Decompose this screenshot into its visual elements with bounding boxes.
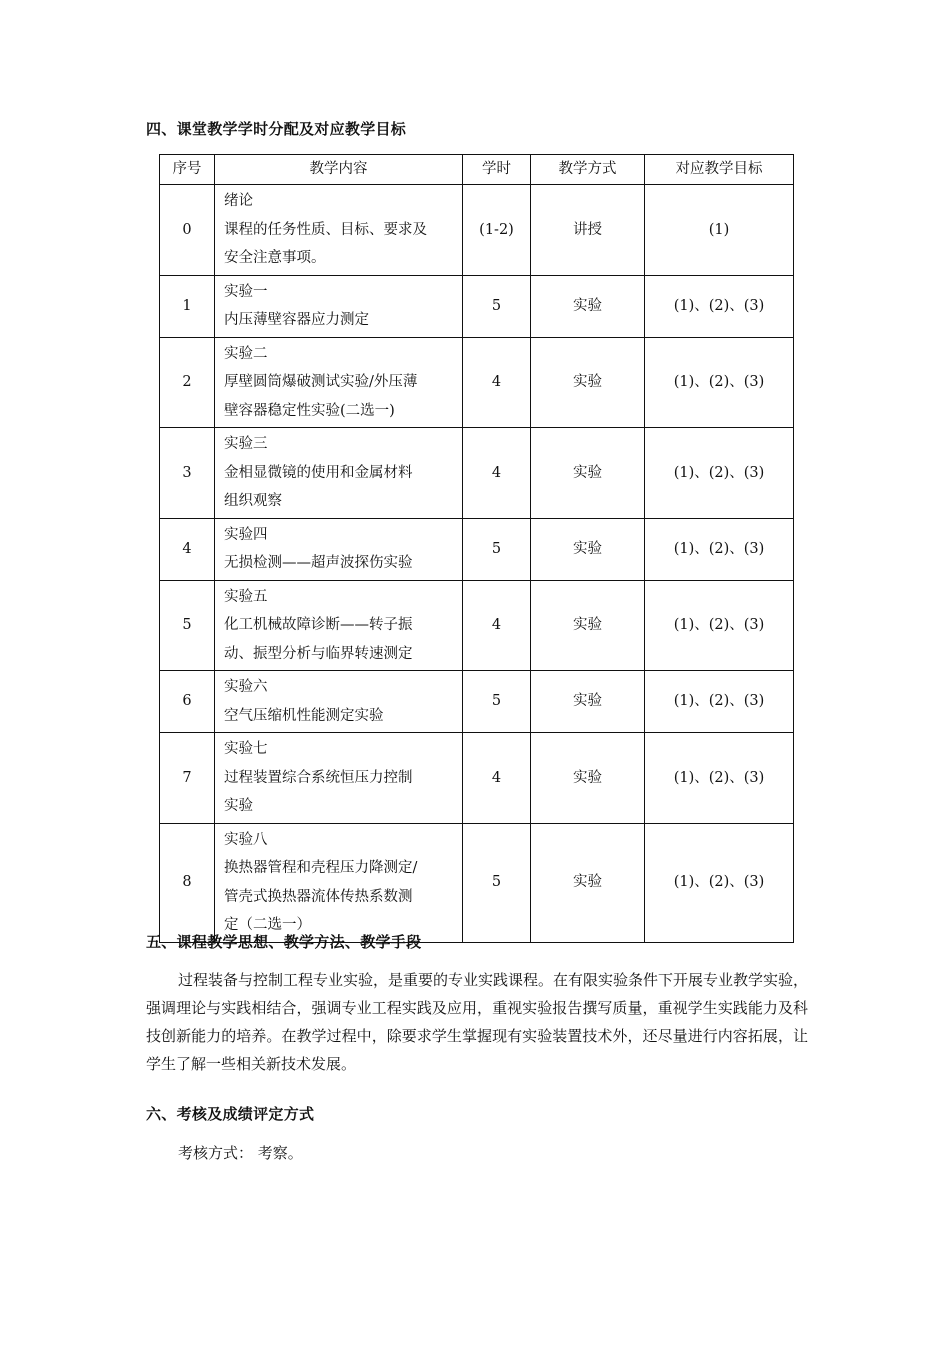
content-line: 实验七	[224, 741, 268, 757]
content-line: 绪论	[224, 193, 253, 209]
row-goals: (1)、(2)、(3)	[645, 275, 794, 337]
row-content	[215, 671, 463, 733]
row-hours: 5	[463, 671, 531, 733]
row-content	[215, 580, 463, 671]
row-hours: 4	[463, 580, 531, 671]
row-goals: (1)、(2)、(3)	[645, 580, 794, 671]
row-method: 实验	[531, 518, 645, 580]
row-content	[215, 823, 463, 942]
row-method: 讲授	[531, 185, 645, 276]
row-content	[215, 518, 463, 580]
row-goals: (1)、(2)、(3)	[645, 823, 794, 942]
table-row	[160, 185, 794, 276]
content-line: 内压薄壁容器应力测定	[224, 312, 369, 328]
row-content	[215, 337, 463, 428]
row-method: 实验	[531, 275, 645, 337]
table-row	[160, 580, 794, 671]
row-hours: 4	[463, 428, 531, 519]
content-line: 实验	[224, 798, 253, 814]
content-line: 厚壁圆筒爆破测试实验/外压薄	[224, 374, 418, 390]
section-5-heading: 五、课程教学思想、教学方法、教学手段	[146, 933, 422, 951]
row-content	[215, 428, 463, 519]
content-line: 课程的任务性质、目标、要求及	[224, 221, 427, 238]
content-line: 实验八	[224, 831, 268, 848]
table-row	[160, 671, 794, 733]
row-goals: (1)	[645, 185, 794, 276]
table-row	[160, 428, 794, 519]
content-line: 实验六	[224, 679, 268, 695]
row-number: 7	[160, 733, 215, 824]
row-content	[215, 733, 463, 824]
header-method: 教学方式	[531, 155, 645, 185]
header-goals: 对应教学目标	[645, 155, 794, 185]
table-row	[160, 733, 794, 824]
content-line: 定（二选一）	[224, 917, 311, 933]
section-4-heading: 四、课堂教学学时分配及对应教学目标	[146, 120, 407, 138]
table-row	[160, 337, 794, 428]
row-number: 3	[160, 428, 215, 519]
row-hours: (1-2)	[463, 185, 531, 276]
row-number: 5	[160, 580, 215, 671]
row-number: 4	[160, 518, 215, 580]
row-goals: (1)、(2)、(3)	[645, 428, 794, 519]
content-line: 空气压缩机性能测定实验	[224, 707, 384, 724]
row-goals: (1)、(2)、(3)	[645, 337, 794, 428]
row-content	[215, 185, 463, 276]
content-line: 无损检测——超声波探伤实验	[224, 555, 413, 571]
content-line: 换热器管程和壳程压力降测定/	[224, 860, 418, 876]
row-goals: (1)、(2)、(3)	[645, 518, 794, 580]
row-goals: (1)、(2)、(3)	[645, 733, 794, 824]
table-row	[160, 823, 794, 942]
header-hours: 学时	[463, 155, 531, 185]
row-number: 2	[160, 337, 215, 428]
row-content	[215, 275, 463, 337]
row-hours: 4	[463, 337, 531, 428]
row-method: 实验	[531, 580, 645, 671]
row-method: 实验	[531, 733, 645, 824]
teaching-hours-table	[159, 154, 794, 943]
content-line: 金相显微镜的使用和金属材料	[224, 464, 413, 481]
row-hours: 4	[463, 733, 531, 824]
row-method: 实验	[531, 671, 645, 733]
table-body	[160, 185, 794, 943]
header-number: 序号	[160, 155, 215, 185]
section-6-heading: 六、考核及成绩评定方式	[146, 1105, 315, 1123]
section-6-paragraph: 考核方式： 考察。	[178, 1144, 303, 1162]
row-hours: 5	[463, 275, 531, 337]
table-header-row	[160, 155, 794, 185]
content-line: 组织观察	[224, 493, 282, 509]
content-line: 化工机械故障诊断——转子振	[224, 617, 413, 633]
row-hours: 5	[463, 823, 531, 942]
content-line: 管壳式换热器流体传热系数测	[224, 888, 413, 905]
row-method: 实验	[531, 337, 645, 428]
table-row	[160, 275, 794, 337]
content-line: 过程装置综合系统恒压力控制	[224, 769, 413, 786]
content-line: 实验一	[224, 283, 268, 300]
row-number: 1	[160, 275, 215, 337]
content-line: 实验二	[224, 345, 268, 362]
section-5-paragraph: 过程装备与控制工程专业实验，是重要的专业实践课程。在有限实验条件下开展专业教学实验，强调理论与实践相结合，强调专业工程实践及应用，重视实验报告撰写质量，重视学生实践能力及科技创新能力的培养。在教学过程中，除要求学生掌握现有实验装置技术外，还尽量进行内容拓展，让学生了解一些相关新技术发展。	[146, 971, 809, 1073]
row-method: 实验	[531, 823, 645, 942]
content-line: 动、振型分析与临界转速测定	[224, 645, 413, 662]
content-line: 壁容器稳定性实验(二选一)	[224, 402, 395, 419]
row-hours: 5	[463, 518, 531, 580]
row-number: 8	[160, 823, 215, 942]
header-content: 教学内容	[215, 155, 463, 185]
content-line: 实验五	[224, 588, 268, 605]
table-row	[160, 518, 794, 580]
row-method: 实验	[531, 428, 645, 519]
row-number: 0	[160, 185, 215, 276]
row-number: 6	[160, 671, 215, 733]
content-line: 实验四	[224, 526, 268, 543]
row-goals: (1)、(2)、(3)	[645, 671, 794, 733]
content-line: 实验三	[224, 436, 268, 452]
content-line: 安全注意事项。	[224, 250, 326, 266]
